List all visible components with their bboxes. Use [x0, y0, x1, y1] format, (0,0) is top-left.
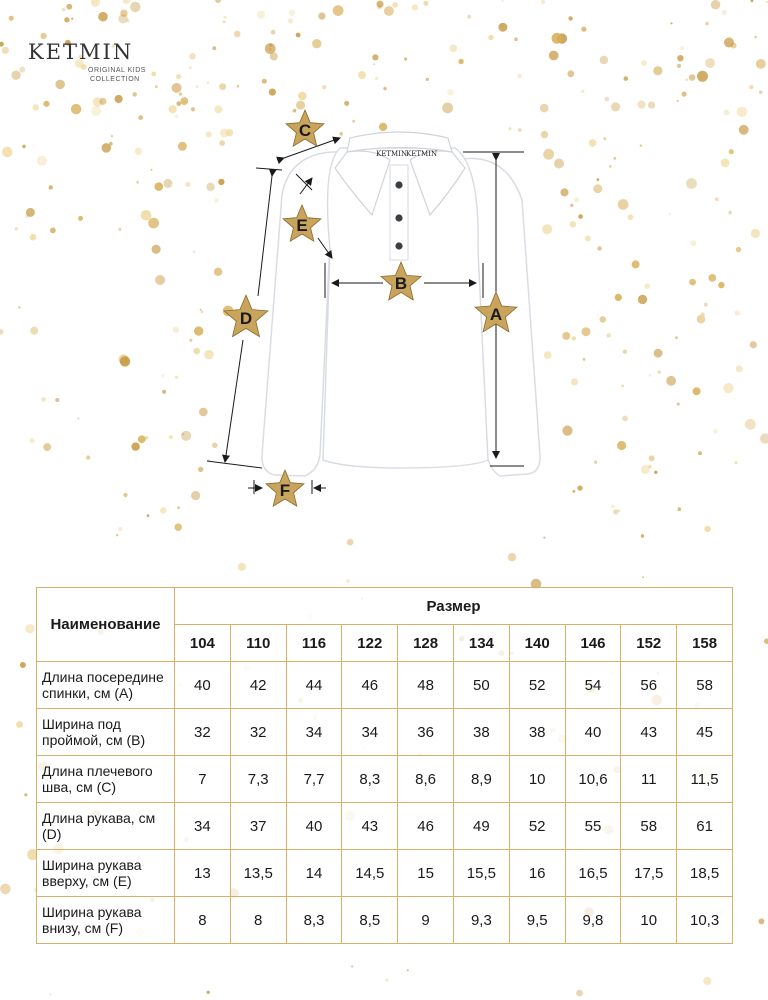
- confetti-dot: [62, 8, 66, 12]
- table-cell: 7,7: [286, 756, 342, 803]
- row-label: Ширина рукава вверху, см (Е): [37, 850, 175, 897]
- confetti-dot: [703, 977, 711, 985]
- button: [395, 181, 402, 188]
- table-cell: 58: [677, 662, 733, 709]
- confetti-dot: [207, 991, 210, 994]
- confetti-dot: [296, 33, 301, 38]
- size-header-cell: 140: [509, 625, 565, 662]
- table-row: [37, 662, 733, 709]
- confetti-dot: [219, 83, 226, 90]
- table-cell: 11,5: [677, 756, 733, 803]
- confetti-dot: [25, 624, 34, 633]
- confetti-dot: [581, 27, 586, 32]
- table-cell: 8: [230, 897, 286, 944]
- brand-tagline-1: ORIGINAL KIDS: [88, 67, 146, 74]
- confetti-dot: [677, 55, 683, 61]
- confetti-dot: [123, 0, 131, 4]
- confetti-dot: [541, 0, 545, 4]
- row-label: Длина рукава, см (D): [37, 803, 175, 850]
- confetti-dot: [653, 66, 662, 75]
- confetti-dot: [373, 63, 375, 65]
- confetti-dot: [224, 16, 227, 19]
- table-cell: 46: [398, 803, 454, 850]
- confetti-dot: [704, 526, 710, 532]
- confetti-dot: [289, 9, 296, 16]
- table-cell: 9,5: [509, 897, 565, 944]
- confetti-dot: [642, 576, 644, 578]
- confetti-dot: [333, 5, 344, 16]
- confetti-dot: [172, 83, 182, 93]
- confetti-dot: [288, 18, 293, 23]
- confetti-dot: [318, 13, 325, 20]
- table-row: [37, 850, 733, 897]
- table-row: [37, 803, 733, 850]
- confetti-dot: [215, 0, 221, 3]
- measurement-rows: [37, 662, 733, 944]
- confetti-dot: [0, 42, 4, 47]
- table-cell: 48: [398, 662, 454, 709]
- table-cell: 9: [398, 897, 454, 944]
- confetti-dot: [423, 1, 428, 6]
- table-cell: 10,3: [677, 897, 733, 944]
- table-cell: 8,9: [453, 756, 509, 803]
- confetti-dot: [412, 4, 418, 10]
- confetti-dot: [751, 0, 754, 2]
- size-header-cell: 104: [175, 625, 231, 662]
- table-cell: 49: [453, 803, 509, 850]
- confetti-dot: [49, 994, 51, 996]
- table-row: [37, 897, 733, 944]
- table-cell: 56: [621, 662, 677, 709]
- confetti-dot: [71, 18, 73, 20]
- confetti-dot: [223, 20, 226, 23]
- confetti-dot: [91, 0, 100, 7]
- brand-tagline-2: COLLECTION: [90, 76, 140, 83]
- table-cell: 37: [230, 803, 286, 850]
- measurement-label-b: B: [394, 274, 408, 293]
- table-cell: 11: [621, 756, 677, 803]
- confetti-dot: [567, 70, 574, 77]
- confetti-dot: [552, 33, 563, 44]
- brand-name: KETMIN: [28, 40, 134, 64]
- confetti-dot: [689, 74, 696, 81]
- table-cell: 54: [565, 662, 621, 709]
- table-cell: 10: [509, 756, 565, 803]
- confetti-dot: [447, 89, 453, 95]
- confetti-dot: [764, 638, 768, 644]
- size-header-cell: 146: [565, 625, 621, 662]
- confetti-dot: [372, 54, 378, 60]
- confetti-dot: [488, 35, 493, 40]
- confetti-dot: [66, 4, 72, 10]
- confetti-dot: [759, 91, 762, 94]
- table-cell: 40: [175, 662, 231, 709]
- button: [395, 214, 402, 221]
- table-cell: 55: [565, 803, 621, 850]
- confetti-dot: [458, 59, 463, 64]
- table-cell: 44: [286, 662, 342, 709]
- table-cell: 15,5: [453, 850, 509, 897]
- table-cell: 34: [286, 709, 342, 756]
- confetti-dot: [269, 89, 276, 96]
- confetti-dot: [0, 884, 11, 895]
- table-cell: 16,5: [565, 850, 621, 897]
- table-cell: 13: [175, 850, 231, 897]
- confetti-dot: [238, 563, 246, 571]
- confetti-dot: [568, 16, 572, 20]
- confetti-dot: [265, 43, 276, 54]
- size-header-cell: 158: [677, 625, 733, 662]
- table-cell: 46: [342, 662, 398, 709]
- table-cell: 38: [453, 709, 509, 756]
- size-header-cell: 152: [621, 625, 677, 662]
- table-row: [37, 709, 733, 756]
- confetti-dot: [189, 53, 196, 60]
- collar-print-left: KETMIN: [376, 150, 408, 158]
- confetti-dot: [377, 1, 384, 8]
- table-cell: 7: [175, 756, 231, 803]
- table-cell: 45: [677, 709, 733, 756]
- table-cell: 14,5: [342, 850, 398, 897]
- confetti-dot: [581, 90, 584, 93]
- confetti-dot: [116, 534, 118, 536]
- row-label: Длина плечевого шва, см (С): [37, 756, 175, 803]
- confetti-dot: [671, 22, 673, 24]
- confetti-dot: [207, 82, 209, 84]
- confetti-dot: [130, 2, 140, 12]
- measurement-label-e: E: [296, 216, 308, 235]
- confetti-dot: [155, 85, 158, 88]
- confetti-dot: [711, 0, 720, 9]
- table-cell: 8,6: [398, 756, 454, 803]
- confetti-dot: [384, 6, 394, 16]
- confetti-dot: [9, 16, 14, 21]
- confetti-dot: [174, 523, 182, 531]
- confetti-dot: [576, 990, 583, 997]
- confetti-dot: [98, 12, 108, 22]
- confetti-dot: [347, 539, 354, 546]
- table-cell: 52: [509, 803, 565, 850]
- confetti-dot: [322, 85, 326, 89]
- measurement-label-f: F: [279, 481, 291, 500]
- collar-print-right: KETMIN: [406, 150, 438, 158]
- confetti-dot: [685, 78, 688, 81]
- table-cell: 16: [509, 850, 565, 897]
- table-cell: 61: [677, 803, 733, 850]
- confetti-dot: [271, 30, 276, 35]
- size-header: Размер: [175, 588, 733, 625]
- confetti-dot: [624, 76, 629, 81]
- measurement-label-c: C: [298, 121, 312, 140]
- button: [395, 242, 402, 249]
- confetti-dot: [257, 11, 265, 19]
- confetti-dot: [680, 46, 684, 50]
- confetti-dot: [677, 64, 681, 68]
- confetti-dot: [407, 969, 409, 971]
- confetti-dot: [262, 79, 267, 84]
- confetti-dot: [705, 58, 715, 68]
- table-cell: 10,6: [565, 756, 621, 803]
- confetti-dot: [55, 80, 65, 90]
- confetti-dot: [189, 66, 192, 69]
- confetti-dot: [724, 38, 734, 48]
- measurement-label-d: D: [239, 309, 253, 328]
- table-cell: 34: [342, 709, 398, 756]
- confetti-dot: [237, 85, 240, 88]
- confetti-dot: [383, 87, 386, 90]
- confetti-dot: [24, 793, 27, 796]
- confetti-dot: [385, 979, 388, 982]
- table-cell: 8: [175, 897, 231, 944]
- brand-logo: [28, 40, 158, 83]
- row-label: Ширина рукава внизу, см (F): [37, 897, 175, 944]
- table-cell: 32: [175, 709, 231, 756]
- size-header-cell: 134: [453, 625, 509, 662]
- table-cell: 50: [453, 662, 509, 709]
- table-cell: 9,8: [565, 897, 621, 944]
- confetti-dot: [11, 71, 20, 80]
- table-cell: 42: [230, 662, 286, 709]
- confetti-dot: [450, 45, 458, 53]
- table-cell: 8,3: [342, 756, 398, 803]
- table-row: [37, 756, 733, 803]
- size-header-cell: 116: [286, 625, 342, 662]
- confetti-dot: [20, 662, 26, 668]
- confetti-dot: [351, 965, 353, 967]
- confetti-dot: [358, 71, 366, 79]
- confetti-dot: [641, 60, 647, 66]
- table-cell: 58: [621, 803, 677, 850]
- row-label: Ширина под проймой, см (В): [37, 709, 175, 756]
- confetti-dot: [705, 22, 709, 26]
- table-cell: 13,5: [230, 850, 286, 897]
- table-cell: 7,3: [230, 756, 286, 803]
- row-label: Длина посередине спинки, см (А): [37, 662, 175, 709]
- size-header-cell: 122: [342, 625, 398, 662]
- confetti-dot: [118, 14, 127, 23]
- confetti-dot: [298, 92, 307, 101]
- table-cell: 40: [565, 709, 621, 756]
- confetti-dot: [749, 85, 753, 89]
- table-cell: 14: [286, 850, 342, 897]
- confetti-dot: [498, 23, 507, 32]
- confetti-dot: [517, 74, 521, 78]
- confetti-dot: [312, 39, 321, 48]
- confetti-dot: [682, 92, 687, 97]
- confetti-dot: [756, 59, 766, 69]
- confetti-dot: [754, 36, 757, 39]
- confetti-dot: [132, 92, 137, 97]
- confetti-dot: [759, 919, 765, 925]
- table-cell: 43: [342, 803, 398, 850]
- confetti-dot: [176, 74, 181, 79]
- confetti-dot: [508, 553, 516, 561]
- confetti-dot: [196, 85, 199, 88]
- confetti-dot: [346, 579, 349, 582]
- confetti-dot: [426, 78, 429, 81]
- table-cell: 15: [398, 850, 454, 897]
- confetti-dot: [600, 56, 608, 64]
- size-header-cell: 128: [398, 625, 454, 662]
- table-cell: 52: [509, 662, 565, 709]
- table-cell: 43: [621, 709, 677, 756]
- polo-shirt-measurement-diagram: [0, 100, 768, 520]
- size-chart-table: [36, 587, 733, 944]
- confetti-dot: [543, 537, 545, 539]
- table-cell: 34: [175, 803, 231, 850]
- confetti-dot: [404, 58, 407, 61]
- table-cell: 9,3: [453, 897, 509, 944]
- table-cell: 36: [398, 709, 454, 756]
- confetti-dot: [375, 77, 378, 80]
- confetti-dot: [64, 17, 69, 22]
- measurement-label-a: A: [489, 305, 503, 324]
- table-cell: 38: [509, 709, 565, 756]
- confetti-dot: [16, 721, 23, 728]
- confetti-dot: [392, 2, 398, 8]
- size-header-cell: 110: [230, 625, 286, 662]
- confetti-dot: [641, 534, 644, 537]
- confetti-dot: [467, 15, 471, 19]
- table-cell: 17,5: [621, 850, 677, 897]
- table-cell: 32: [230, 709, 286, 756]
- table-cell: 8,5: [342, 897, 398, 944]
- confetti-dot: [40, 33, 46, 39]
- confetti-dot: [697, 71, 708, 82]
- confetti-dot: [270, 53, 278, 61]
- confetti-dot: [118, 527, 123, 532]
- confetti-dot: [179, 92, 182, 95]
- confetti-dot: [151, 72, 156, 77]
- confetti-dot: [2, 47, 9, 54]
- table-cell: 18,5: [677, 850, 733, 897]
- table-cell: 10: [621, 897, 677, 944]
- confetti-dot: [19, 67, 25, 73]
- confetti-dot: [234, 31, 241, 38]
- name-column-header: Наименование: [37, 588, 175, 662]
- confetti-dot: [722, 10, 727, 15]
- confetti-dot: [502, 0, 504, 2]
- table-cell: 8,3: [286, 897, 342, 944]
- confetti-dot: [212, 46, 216, 50]
- confetti-dot: [549, 51, 559, 61]
- confetti-dot: [514, 38, 518, 42]
- table-cell: 40: [286, 803, 342, 850]
